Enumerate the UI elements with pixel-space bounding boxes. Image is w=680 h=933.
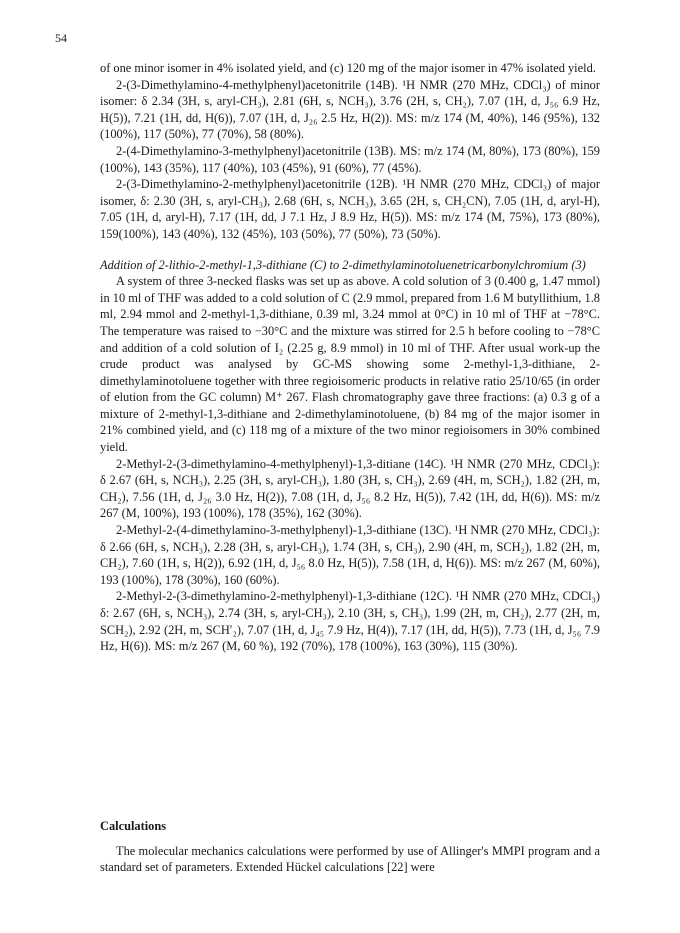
main-text (100, 60, 600, 655)
compound-13b-paragraph: 2-(4-Dimethylamino-3-methylphenyl)acetonitrile (13B). MS: m/z 174 (M, 80%), 173 (80%), 159 (100%), 143 (35%), 117 (40%), 103 (45%), 91 (60%), 77 (45%). (100, 143, 600, 175)
calculations-paragraph: The molecular mechanics calculations were performed by use of Allinger's MMPI program and a standard set of parameters. Extended Hückel calculations [22] were (100, 843, 600, 875)
procedure-paragraph: A system of three 3-necked flasks was set up as above. A cold solution of 3 (0.400 g, 1.47 mmol) in 10 ml of THF was added to a cold solution of C (2.9 mmol, prepared from 1.6 M butyllithium, 1.8 ml, 2.94 mmol and 2-methyl-1,3-dithiane, 0.39 ml, 3.24 mmol at 0°C) in 10 ml of THF at −78°C. The temperature was raised to −30°C and the mixture was stirred for 2.5 h before cooling to −78°C and addition of a cold solution of I₂ (2.25 g, 8.9 mmol) in 10 ml of THF. After usual work-up the crude product was analysed by GC-MS showing some 2-methyl-1,3-dithiane, 2-dimethylaminotoluene together with three regioisomeric products in relative ratio 25/10/65 (in order of elution from the GC column) M⁺ 267. Flash chromatography gave three fractions: (a) 0.3 g of a mixture of 2-methyl-1,3-dithiane and 2-dimethylaminotoluene, (b) 84 mg of the major isomer in 21% combined yield, and (c) 118 mg of a mixture of the two minor regioisomers in 30% combined yield. (100, 274, 600, 455)
compound-12c-paragraph: 2-Methyl-2-(3-dimethylamino-2-methylphenyl)-1,3-dithiane (12C). ¹H NMR (270 MHz, CDCl₃) δ: 2.67 (6H, s, NCH₃), 2.74 (3H, s, aryl-CH₃), 2.10 (3H, s, CH₃), 1.99 (2H, m, CH₂), 2.77 (2H, m, SCH₂), 2.92 (2H, m, SCH′₂), 7.07 (1H, d, J₄₅ 7.9 Hz, H(4)), 7.17 (1H, dd, H(5)), 7.73 (1H, d, J₅₆ 7.9 Hz, H(6)). MS: m/z 267 (M, 60 %), 192 (70%), 178 (100%), 163 (30%), 115 (30%). (100, 589, 600, 654)
paragraph-continuation: of one minor isomer in 4% isolated yield, and (c) 120 mg of the major isomer in 47% isolated yield. (100, 61, 596, 75)
compound-14b-paragraph: 2-(3-Dimethylamino-4-methylphenyl)acetonitrile (14B). ¹H NMR (270 MHz, CDCl₃) of minor isomer: δ 2.34 (3H, s, aryl-CH₃), 2.81 (6H, s, NCH₃), 3.76 (2H, s, CH₂), 7.07 (1H, d, J₅₆ 6.9 Hz, H(5)), 7.21 (1H, dd, H(6)), 7.07 (1H, d, J₂₆ 2.5 Hz, H(2)). MS: m/z 174 (M, 40%), 146 (95%), 132 (100%), 117 (50%), 77 (70%), 58 (80%). (100, 77, 600, 142)
compound-14c-paragraph: 2-Methyl-2-(3-dimethylamino-4-methylphenyl)-1,3-ditiane (14C). ¹H NMR (270 MHz, CDCl₃): δ 2.67 (6H, s, NCH₃), 2.25 (3H, s, aryl-CH₃), 1.80 (3H, s, CH₃), 2.69 (4H, m, SCH₂), 1.82 (2H, m, CH₂), 7.56 (1H, d, J₂₆ 3.0 Hz, H(2)), 7.08 (1H, d, J₅₆ 8.2 Hz, H(5)), 7.42 (1H, dd, H(6)). MS: m/z 267 (M, 100%), 193 (100%), 178 (35%), 162 (30%). (100, 456, 600, 521)
page-number: 54 (55, 31, 67, 45)
compound-13c-paragraph: 2-Methyl-2-(4-dimethylamino-3-methylphenyl)-1,3-dithiane (13C). ¹H NMR (270 MHz, CDCl₃): δ 2.66 (6H, s, NCH₃), 2.28 (3H, s, aryl-CH₃), 1.74 (3H, s, CH₃), 2.90 (4H, m, SCH₂), 1.82 (2H, m, CH₂), 7.60 (1H, s, H(2)), 6.92 (1H, d, J₅₆ 8.0 Hz, H(5)), 7.58 (1H, d, H(6)). MS: m/z 267 (M, 60%), 193 (100%), 178 (30%), 160 (60%). (100, 523, 600, 587)
compound-12b-paragraph: 2-(3-Dimethylamino-2-methylphenyl)acetonitrile (12B). ¹H NMR (270 MHz, CDCl₃) of major isomer, δ: 2.30 (3H, s, aryl-CH₃), 2.68 (6H, s, NCH₃), 3.65 (2H, s, CH₂CN), 7.05 (1H, d, aryl-H), 7.05 (1H, d, aryl-H), 7.17 (1H, dd, J 7.1 Hz, J 8.9 Hz, H(5)). MS: m/z 174 (M, 75%), 173 (80%), 159(100%), 143 (40%), 132 (45%), 103 (50%), 77 (50%), 73 (50%). (100, 177, 600, 241)
section-heading: Addition of 2-lithio-2-methyl-1,3-dithiane (C) to 2-dimethylaminotoluenetricarbonylchromium (3) (100, 257, 586, 272)
calculations-section (100, 818, 600, 876)
subheading-calculations: Calculations (100, 819, 167, 833)
